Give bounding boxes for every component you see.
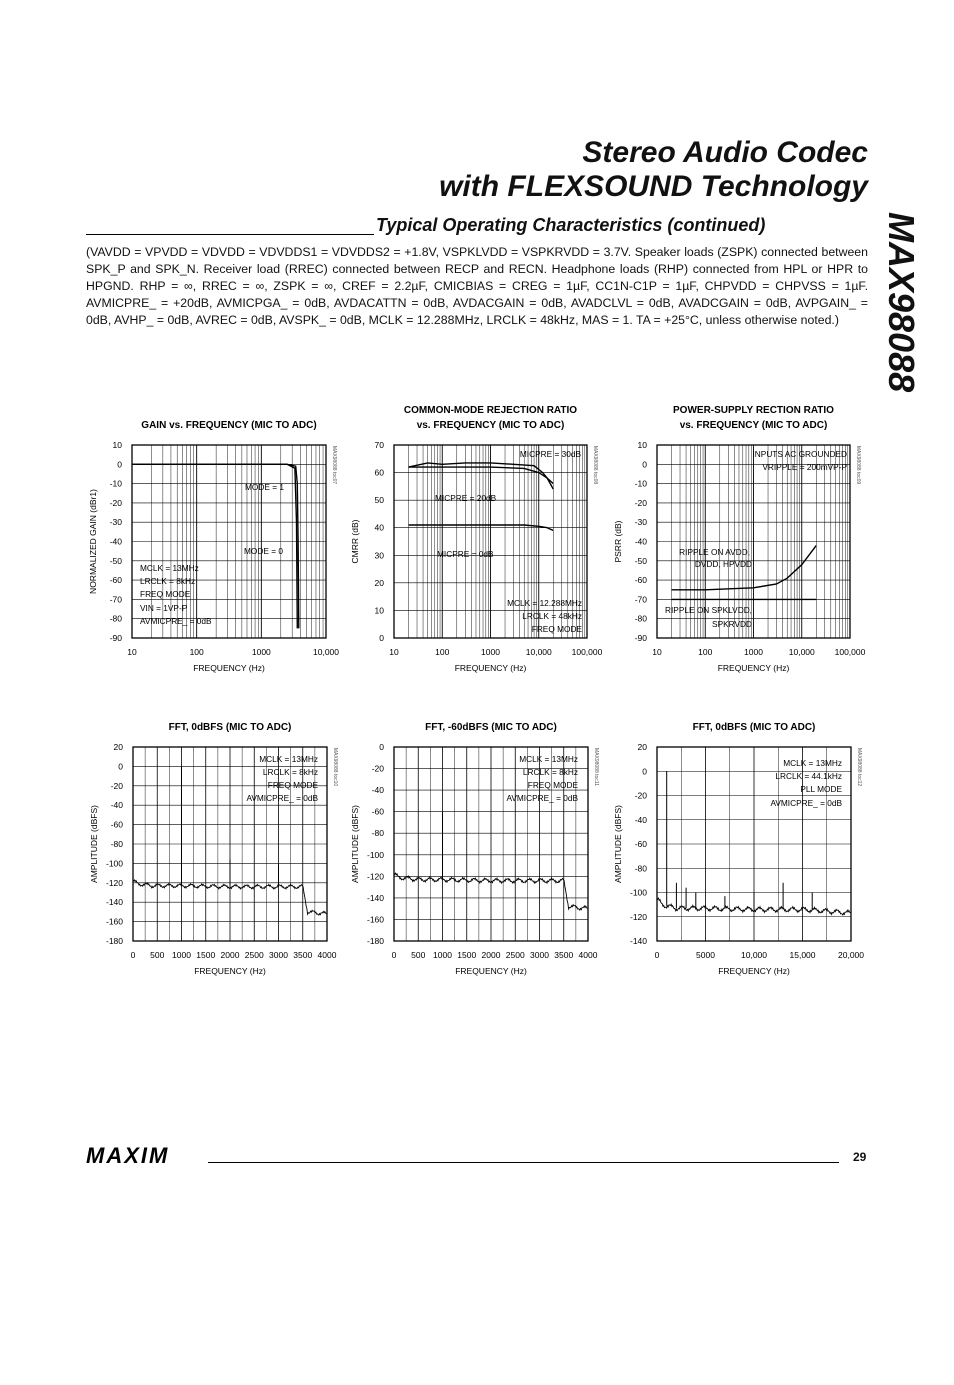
x-tick-label: 1000 — [744, 647, 763, 657]
x-tick-label: 4000 — [317, 950, 337, 960]
figure-code: MAX98088 toc10 — [332, 747, 338, 787]
annotation: FREQ MODE — [527, 780, 578, 790]
x-axis-label: FREQUENCY (Hz) — [455, 966, 527, 976]
title-line-2: with FLEXSOUND Technology — [439, 170, 868, 203]
y-tick-label: -20 — [110, 780, 123, 791]
figure-code: MAX98088 toc09 — [855, 445, 861, 485]
x-tick-label: 10,000 — [788, 647, 815, 657]
part-number: MAX98088 — [881, 212, 922, 393]
y-tick-label: -30 — [634, 517, 647, 528]
y-tick-label: 10 — [374, 605, 384, 616]
annotation: AVMICPRE_ = 0dB — [246, 793, 318, 803]
chart-title-line: vs. FREQUENCY (MIC TO ADC) — [416, 420, 565, 431]
x-tick-label: 10,000 — [313, 647, 339, 657]
chart-5 — [350, 722, 599, 976]
y-tick-label: -120 — [366, 871, 384, 882]
y-tick-label: 20 — [113, 742, 123, 752]
x-axis-label: FREQUENCY (Hz) — [717, 663, 790, 673]
y-tick-label: -50 — [634, 555, 647, 566]
y-axis-label: AMPLITUDE (dBFS) — [350, 805, 360, 883]
y-tick-label: -120 — [629, 911, 647, 922]
chart-3 — [613, 405, 866, 673]
x-axis-label: FREQUENCY (Hz) — [194, 966, 266, 976]
y-axis-label: NORMALIZED GAIN (dBr1) — [88, 489, 98, 594]
chart-title — [141, 420, 316, 431]
y-tick-label: -10 — [109, 478, 122, 489]
y-tick-label: 50 — [374, 495, 384, 506]
annotation: RIPPLE ON AVDD, — [679, 547, 750, 557]
annotation: SPKRVDD — [712, 619, 752, 629]
annotation: MODE = 0 — [244, 546, 283, 556]
annotation: MICPRE = 0dB — [437, 549, 494, 559]
y-tick-label: -140 — [629, 936, 647, 946]
annotation: AVMICPRE_ = 0dB — [140, 616, 212, 626]
test-conditions: (VAVDD = VPVDD = VDVDD = VDVDDS1 = VDVDDS2 = +1.8V, VSPKLVDD = VSPKRVDD = 3.7V. Speaker loads (ZSPK) connected between SPK_P and SPK_N. Receiver load (RREC) connected between RECP and RECN. Headphone loads (RHP) connected from HPL or HPR to HPGND. RHP = ∞, RREC = ∞, ZSPK = ∞, CREF = 2.2µF, CMICBIAS = CREG = 1µF, CC1N-C1P = 1µF, CHPVDD = CHPVSS = 1µF. AVMICPRE_ = +20dB, AVMICPGA_ = 0dB, AVDACATTN = 0dB, AVDACGAIN = 0dB, AVADCLVL = 0dB, AVADCGAIN = 0dB, AVPGAIN_ = 0dB, AVHP_ = 0dB, AVREC = 0dB, AVSPK_ = 0dB, MCLK = 12.288MHz, LRCLK = 48kHz, MAS = 1. TA = +25°C, unless otherwise noted.) — [86, 245, 868, 327]
x-tick-label: 3500 — [554, 950, 574, 960]
y-tick-label: -40 — [634, 536, 647, 547]
y-tick-label: -70 — [109, 594, 122, 605]
figure-code: MAX98088 toc07 — [331, 445, 337, 485]
x-tick-label: 1000 — [481, 647, 500, 657]
x-tick-label: 1500 — [457, 950, 477, 960]
annotation: FREQ MODE — [531, 624, 582, 634]
x-tick-label: 10 — [389, 647, 399, 657]
y-tick-label: -40 — [634, 814, 647, 825]
chart-6 — [613, 722, 864, 976]
chart-title — [693, 722, 816, 733]
y-tick-label: -40 — [371, 785, 384, 796]
y-tick-label: -160 — [366, 914, 384, 925]
annotation: AVMICPRE_ = 0dB — [770, 798, 842, 808]
chart-title-line: FFT, 0dBFS (MIC TO ADC) — [692, 722, 816, 733]
x-tick-label: 2000 — [481, 950, 501, 960]
y-tick-label: -30 — [109, 517, 122, 528]
annotation: AVMICPRE_ = 0dB — [506, 793, 578, 803]
chart-title-line: FFT, -60dBFS (MIC TO ADC) — [425, 722, 557, 733]
annotation: MCLK = 13MHz — [140, 563, 199, 573]
annotation: LRCLK = 8kHz — [262, 767, 318, 777]
x-tick-label: 10 — [127, 647, 137, 657]
y-axis-label: AMPLITUDE (dBFS) — [613, 805, 623, 883]
y-tick-label: 0 — [642, 459, 647, 470]
annotation: PLL MODE — [800, 784, 842, 794]
x-tick-label: 0 — [130, 950, 136, 960]
maxim-logo — [86, 1145, 202, 1167]
y-tick-label: -20 — [634, 790, 647, 801]
y-tick-label: -140 — [105, 897, 123, 908]
x-tick-label: 100,000 — [571, 647, 603, 657]
x-tick-label: 1000 — [172, 950, 191, 960]
annotation: LRCLK = 8kHz — [140, 576, 196, 586]
x-tick-label: 5000 — [696, 950, 715, 960]
y-tick-label: -60 — [634, 839, 647, 849]
x-tick-label: 0 — [654, 950, 660, 960]
x-tick-label: 4000 — [578, 950, 598, 960]
y-tick-label: -20 — [109, 497, 122, 508]
annotation: FREQ MODE — [140, 589, 191, 599]
y-tick-label: -20 — [371, 763, 384, 774]
y-tick-label: 70 — [374, 440, 384, 450]
y-axis-label: AMPLITUDE (dBFS) — [89, 805, 99, 883]
chart-title-line: GAIN vs. FREQUENCY (MIC TO ADC) — [141, 420, 317, 431]
y-tick-label: -140 — [366, 892, 384, 903]
section-title: Typical Operating Characteristics (continued) — [376, 215, 766, 235]
annotation: VIN = 1VP-P — [140, 603, 188, 613]
annotation: LRCLK = 8kHz — [522, 767, 578, 777]
figure-code: MAX98088 toc08 — [592, 445, 598, 485]
y-tick-label: 0 — [642, 766, 647, 777]
x-axis-label: FREQUENCY (Hz) — [193, 663, 265, 673]
y-tick-label: -60 — [634, 575, 647, 586]
x-tick-label: 20,000 — [838, 950, 864, 960]
y-tick-label: -100 — [629, 887, 647, 898]
x-tick-label: 3500 — [293, 950, 313, 960]
y-tick-label: -50 — [109, 555, 122, 566]
x-axis-label: FREQUENCY (Hz) — [718, 966, 790, 976]
annotation: MCLK = 12.288MHz — [507, 598, 582, 608]
y-tick-label: -60 — [371, 806, 384, 817]
chart-4 — [89, 722, 338, 976]
y-tick-label: -180 — [105, 936, 123, 946]
chart-title — [169, 722, 292, 733]
annotation: MICPRE = 30dB — [519, 449, 581, 459]
x-tick-label: 2000 — [220, 950, 240, 960]
y-tick-label: -80 — [109, 613, 122, 624]
y-tick-label: -60 — [109, 575, 122, 586]
y-tick-label: 10 — [112, 440, 122, 450]
series-line — [409, 463, 554, 484]
x-tick-label: 2500 — [505, 950, 525, 960]
y-tick-label: 0 — [379, 742, 384, 752]
x-tick-label: 100,000 — [834, 647, 866, 657]
y-tick-label: 60 — [374, 467, 384, 478]
x-tick-label: 1000 — [251, 647, 271, 657]
x-tick-label: 10,000 — [741, 950, 767, 960]
chart-title-line: FFT, 0dBFS (MIC TO ADC) — [168, 722, 292, 733]
annotation: MCLK = 13MHz — [259, 754, 318, 764]
annotation: MCLK = 13MHz — [519, 754, 578, 764]
chart-title — [673, 405, 834, 431]
chart-1 — [88, 420, 339, 673]
footer-rule — [208, 1162, 839, 1163]
annotation: LRCLK = 44.1kHz — [775, 771, 842, 781]
y-tick-label: -100 — [366, 849, 384, 860]
y-tick-label: -70 — [634, 594, 647, 605]
x-tick-label: 3000 — [269, 950, 288, 960]
y-tick-label: -160 — [105, 916, 123, 927]
y-tick-label: -20 — [634, 497, 647, 508]
y-tick-label: -80 — [634, 863, 647, 874]
x-tick-label: 0 — [391, 950, 397, 960]
chart-title-line: POWER-SUPPLY RECTION RATIO — [673, 405, 834, 416]
x-tick-label: 15,000 — [789, 950, 816, 960]
annotation: MICPRE = 20dB — [435, 493, 497, 503]
x-tick-label: 1000 — [433, 950, 452, 960]
annotation: DVDD, HPVDD — [694, 559, 752, 569]
y-tick-label: 20 — [637, 742, 647, 752]
x-tick-label: 100 — [435, 647, 450, 657]
x-tick-label: 100 — [698, 647, 713, 657]
chart-title — [404, 405, 577, 431]
y-tick-label: -80 — [371, 828, 384, 839]
y-tick-label: -180 — [366, 936, 384, 946]
series-line — [409, 467, 554, 489]
figure-code: MAX98088 toc12 — [856, 747, 862, 787]
y-tick-label: 30 — [374, 550, 384, 561]
y-axis-label: CMRR (dB) — [350, 519, 360, 564]
y-axis-label: PSRR (dB) — [613, 520, 623, 563]
annotation: VRIPPLE = 200mVP-P — [762, 462, 847, 472]
chart-title-line: COMMON-MODE REJECTION RATIO — [403, 405, 578, 416]
x-tick-label: 3000 — [530, 950, 549, 960]
chart-title — [425, 722, 557, 733]
x-tick-label: 10,000 — [525, 647, 552, 657]
chart-title-line: vs. FREQUENCY (MIC TO ADC) — [679, 420, 828, 431]
y-tick-label: 40 — [374, 522, 384, 533]
annotation: RIPPLE ON SPKLVDD, — [665, 605, 752, 615]
x-tick-label: 500 — [150, 950, 165, 960]
logo-text: MAXIM — [86, 1145, 170, 1167]
annotation: LRCLK = 48kHz — [522, 611, 582, 621]
x-tick-label: 10 — [652, 647, 662, 657]
y-tick-label: -40 — [110, 800, 123, 811]
x-tick-label: 1500 — [196, 950, 216, 960]
x-axis-label: FREQUENCY (Hz) — [454, 663, 527, 673]
annotation: INPUTS AC GROUNDED — [752, 449, 847, 459]
annotation: MCLK = 13MHz — [783, 758, 842, 768]
y-tick-label: 20 — [374, 577, 384, 588]
y-tick-label: -80 — [110, 839, 123, 849]
y-tick-label: -40 — [109, 536, 122, 547]
chart-2 — [350, 405, 603, 673]
y-tick-label: -80 — [634, 613, 647, 624]
annotation: FREQ MODE — [267, 780, 318, 790]
y-tick-label: -10 — [634, 478, 647, 489]
page-number: 29 — [853, 1150, 867, 1164]
y-tick-label: -100 — [105, 858, 123, 869]
x-tick-label: 500 — [411, 950, 426, 960]
y-tick-label: -90 — [109, 633, 122, 643]
figure-code: MAX98088 toc11 — [593, 748, 599, 786]
y-tick-label: 0 — [118, 761, 123, 772]
y-tick-label: -60 — [110, 819, 123, 830]
y-tick-label: 10 — [637, 440, 647, 450]
x-tick-label: 100 — [189, 647, 204, 657]
charts-area — [0, 395, 954, 1385]
title-line-1: Stereo Audio Codec — [582, 136, 868, 169]
y-tick-label: -90 — [634, 633, 647, 643]
y-tick-label: 0 — [117, 459, 122, 470]
annotation: MODE = 1 — [245, 482, 284, 492]
x-tick-label: 2500 — [244, 950, 264, 960]
y-tick-label: 0 — [379, 633, 384, 643]
y-tick-label: -120 — [105, 877, 123, 888]
section-rule — [86, 234, 374, 235]
